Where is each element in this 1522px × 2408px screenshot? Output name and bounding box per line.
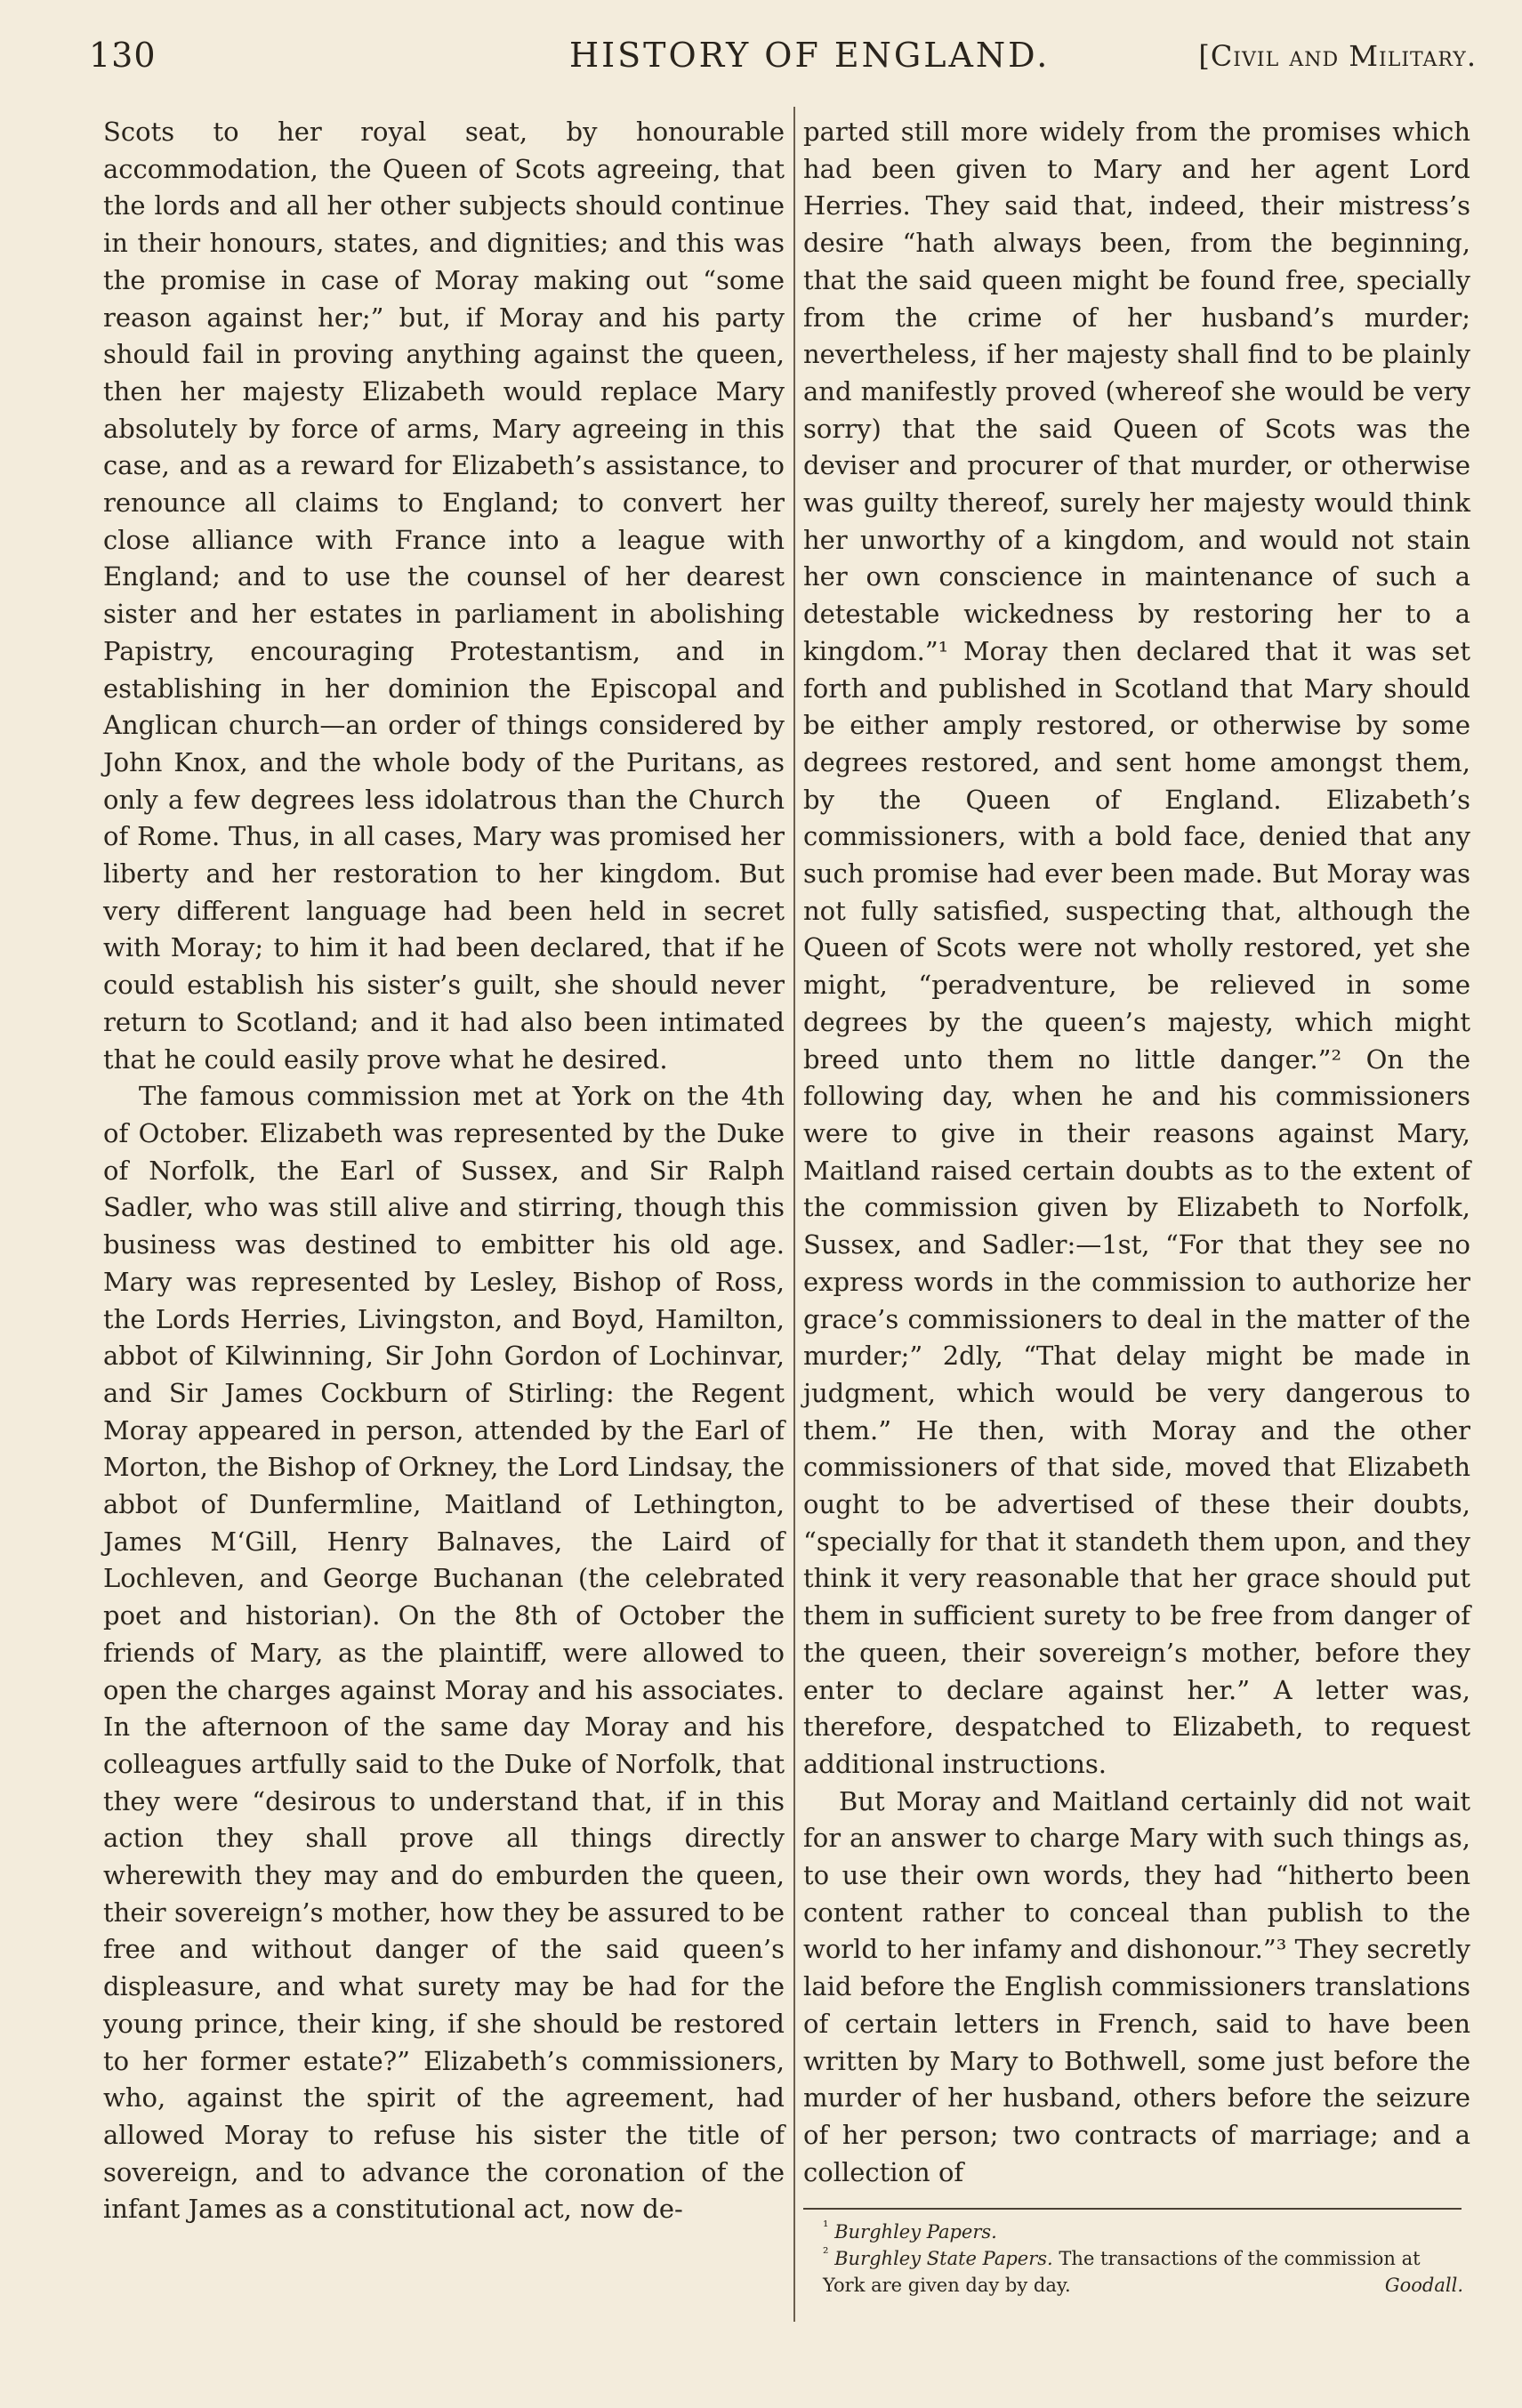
- page-header: [89, 36, 1477, 89]
- paragraph: The famous commission met at York on the 4th of October. Elizabeth was represented by the Duke of Norfolk, the Earl of Sussex, and Sir Ralph Sadler, who was still alive and stirring, though this business was destined to embitter his old age. Mary was represented by Lesley, Bishop of Ross, the Lords Herries, Livingston, and Boyd, Hamilton, abbot of Kilwinning, Sir John Gordon of Lochinvar, and Sir James Cockburn of Stirling: the Regent Moray appeared in person, attended by the Earl of Morton, the Bishop of Orkney, the Lord Lindsay, the abbot of Dunfermline, Maitland of Lethington, James M‘Gill, Henry Balnaves, the Laird of Lochleven, and George Buchanan (the celebrated poet and historian). On the 8th of October the friends of Mary, as the plaintiff, were allowed to open the charges against Moray and his associates. In the afternoon of the same day Moray and his colleagues artfully said to the Duke of Norfolk, that they were “desirous to understand that, if in this action they shall prove all things directly wherewith they may and do emburden the queen, their sovereign’s mother, how they be assured to be free and without danger of the said queen’s displeasure, and what surety may be had for the young prince, their king, if she should be restored to her former estate?” Elizabeth’s commissioners, who, against the spirit of the agreement, had allowed Moray to refuse his sister the title of sovereign, and to advance the coronation of the infant James as a constitutional act, now de-: [103, 1081, 785, 2225]
- footnote-mark: ¹: [823, 2218, 829, 2235]
- footnote-2: [823, 2245, 1463, 2299]
- column-divider: [793, 107, 795, 2322]
- running-title: HISTORY OF ENGLAND.: [569, 36, 1051, 75]
- footnote-title: Burghley Papers.: [834, 2221, 997, 2243]
- paragraph: But Moray and Maitland certainly did not wait for an answer to charge Mary with such things as, to use their own words, they had “hitherto been content rather to conceal than publish to the world to her infamy and dishonour.”³ They secretly laid before the English commissioners translations of certain letters in French, said to have been written by Mary to Bothwell, some just before the murder of her husband, others before the seizure of her person; two contracts of marriage; and a collection of: [803, 1785, 1470, 2187]
- left-column: [103, 114, 785, 2228]
- footnote-1: [823, 2219, 1463, 2245]
- footnote-title: Burghley State Papers.: [834, 2248, 1053, 2269]
- footnote-attribution: Goodall.: [1384, 2275, 1463, 2296]
- footnote-divider: [803, 2208, 1462, 2210]
- right-column: [803, 114, 1470, 2191]
- footnotes: [823, 2219, 1463, 2299]
- paragraph: parted still more widely from the promises which had been given to Mary and her agent Lord Herries. They said that, indeed, their mistress’s desire “hath always been, from the beginning, that the said queen might be found free, specially from the crime of her husband’s murder; nevertheless, if her majesty shall find to be plainly and manifestly proved (whereof she would be very sorry) that the said Queen of Scots was the deviser and procurer of that murder, or otherwise was guilty thereof, surely her majesty would think her unworthy of a kingdom, and would not stain her own conscience in maintenance of such a detestable wickedness by restoring her to a kingdom.”¹ Moray then declared that it was set forth and published in Scotland that Mary should be either amply restored, or otherwise by some degrees restored, and sent home amongst them, by the Queen of England. Elizabeth’s commissioners, with a bold face, denied that any such promise had ever been made. But Moray was not fully satisfied, suspecting that, although the Queen of Scots were not wholly restored, yet she might, “peradventure, be relieved in some degrees by the queen’s majesty, which might breed unto them no little danger.”² On the following day, when he and his commissioners were to give in their reasons against Mary, Maitland raised certain doubts as to the extent of the commission given by Elizabeth to Norfolk, Sussex, and Sadler:—1st, “For that they see no express words in the commission to authorize her grace’s commissioners to deal in the matter of the murder;” 2dly, “That delay might be made in judgment, which would be very dangerous to them.” He then, with Moray and the other commissioners of that side, moved that Elizabeth ought to be advertised of these their doubts, “specially for that it standeth them upon, and they think it very reasonable that her grace should put them in sufficient surety to be free from danger of the queen, their sovereign’s mother, before they enter to declare against her.” A letter was, therefore, despatched to Elizabeth, to request additional instructions.: [803, 117, 1470, 1779]
- section-tag: [Civil and Military.: [1198, 39, 1477, 73]
- paragraph: Scots to her royal seat, by honourable accommodation, the Queen of Scots agreeing, that the lords and all her other subjects should continue in their honours, states, and dignities; and this was the promise in case of Moray making out “some reason against her;” but, if Moray and his party should fail in proving anything against the queen, then her majesty Elizabeth would replace Mary absolutely by force of arms, Mary agreeing in this case, and as a reward for Elizabeth’s assistance, to renounce all claims to England; to convert her close alliance with France into a league with England; and to use the counsel of her dearest sister and her estates in parliament in abolishing Papistry, encouraging Protestantism, and in establishing in her dominion the Episcopal and Anglican church—an order of things considered by John Knox, and the whole body of the Puritans, as only a few degrees less idolatrous than the Church of Rome. Thus, in all cases, Mary was promised her liberty and her restoration to her kingdom. But very different language had been held in secret with Moray; to him it had been declared, that if he could establish his sister’s guilt, she should never return to Scotland; and it had also been intimated that he could easily prove what he desired.: [103, 117, 785, 1075]
- footnote-mark: ²: [823, 2244, 829, 2261]
- page-number: 130: [89, 36, 157, 75]
- footnote-text: The transactions of the commission at York are given day by day.: [823, 2248, 1421, 2296]
